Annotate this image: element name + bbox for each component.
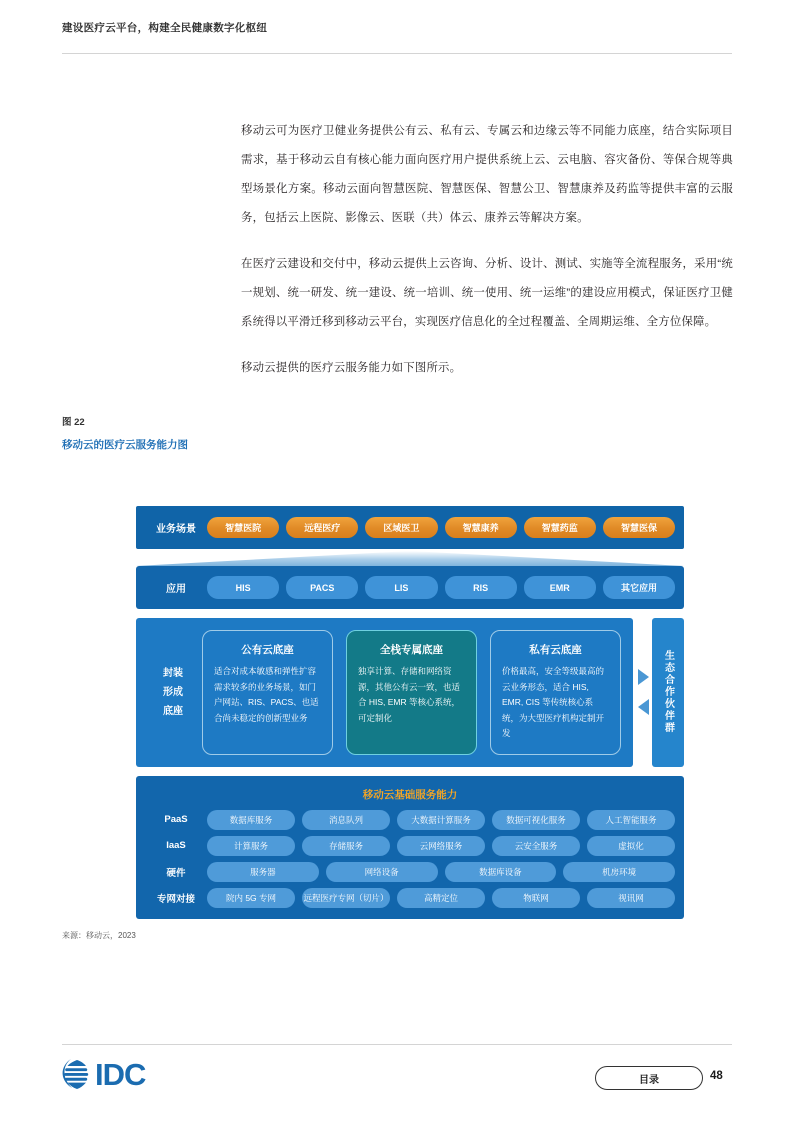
table-of-contents-button[interactable]: 目录 [595, 1066, 703, 1090]
application-label: 应用 [166, 584, 186, 595]
card-body: 适合对成本敏感和弹性扩容需求较多的业务场景，如门户网站、RIS、PACS、也适合尚未稳定的创新型业务 [214, 666, 319, 723]
scenario-pill[interactable]: 区域医卫 [365, 517, 437, 538]
figure-caption-text: 移动云的医疗云服务能力图 [62, 439, 188, 451]
cloud-base-side-label [144, 664, 202, 721]
infra-chip[interactable]: 网络设备 [326, 862, 438, 882]
row-label: IaaS [166, 840, 186, 851]
card-title: 全栈专属底座 [380, 644, 443, 656]
application-pill[interactable]: HIS [207, 576, 279, 599]
row-items [207, 810, 675, 830]
infrastructure-row-paas [145, 810, 675, 830]
cloud-base-section [136, 618, 684, 767]
infrastructure-title: 移动云基础服务能力 [362, 788, 458, 801]
idc-globe-icon [62, 1058, 92, 1090]
arrow-left-icon [638, 699, 649, 715]
card-body: 价格最高，安全等级最高的云业务形态，适合 HIS, EMR, CIS 等传统核心系统，为大型医疗机构定制开发 [502, 666, 605, 738]
infra-chip[interactable]: 消息队列 [302, 810, 390, 830]
infra-chip[interactable]: 院内 5G 专网 [207, 888, 295, 908]
infra-chip[interactable]: 云安全服务 [492, 836, 580, 856]
figure-number: 图 22 [62, 417, 85, 428]
application-pill[interactable]: LIS [365, 576, 437, 599]
ecosystem-partners-bar: 生态合作伙伴群 [652, 618, 684, 767]
business-scenario-band [136, 506, 684, 549]
paragraph-2: 在医疗云建设和交付中，移动云提供上云咨询、分析、设计、测试、实施等全流程服务，采用“统一规划、统一研发、统一建设、统一培训、统一使用、统一运维”的建设应用模式，保证医疗卫健系统得以平滑迁移到移动云平台，实现医疗信息化的全过程覆盖、全周期运维、全方位保障。 [241, 258, 733, 328]
infra-chip[interactable]: 服务器 [207, 862, 319, 882]
card-title: 私有云底座 [529, 644, 582, 656]
business-scenario-label: 业务场景 [156, 524, 196, 535]
infra-chip[interactable]: 数据库设备 [445, 862, 557, 882]
header-title: 建设医疗云平台，构建全民健康数字化枢纽 [62, 22, 268, 34]
business-scenario-items [207, 517, 675, 538]
page-number: 48 [710, 1070, 723, 1082]
footer-divider [62, 1044, 732, 1045]
application-items [207, 576, 675, 599]
row-items [207, 836, 675, 856]
paragraph-1: 移动云可为医疗卫健业务提供公有云、私有云、专属云和边缘云等不同能力底座，结合实际项目需求，基于移动云自有核心能力面向医疗用户提供系统上云、云电脑、容灾备份、等保合规等典型场景化方案。移动云面向智慧医院、智慧医保、智慧公卫、智慧康养及药监等提供丰富的云服务，包括云上医院、影像云、医联（共）体云、康养云等解决方案。 [241, 125, 733, 224]
application-band [136, 566, 684, 609]
infra-chip[interactable]: 计算服务 [207, 836, 295, 856]
idc-logo [62, 1058, 145, 1090]
infra-chip[interactable]: 数据库服务 [207, 810, 295, 830]
side-label-line: 底座 [163, 705, 183, 717]
scenario-pill[interactable]: 智慧医院 [207, 517, 279, 538]
scenario-pill[interactable]: 智慧康养 [445, 517, 517, 538]
infrastructure-panel [136, 776, 684, 919]
row-items [207, 862, 675, 882]
private-cloud-card[interactable] [490, 630, 621, 755]
row-label: 硬件 [166, 867, 186, 879]
infra-chip[interactable]: 存储服务 [302, 836, 390, 856]
paragraph-3: 移动云提供的医疗云服务能力如下图所示。 [241, 362, 462, 374]
scenario-pill[interactable]: 远程医疗 [286, 517, 358, 538]
scenario-pill[interactable]: 智慧医保 [603, 517, 675, 538]
side-label-line: 封装 [163, 667, 183, 679]
application-pill[interactable]: PACS [286, 576, 358, 599]
application-pill[interactable]: RIS [445, 576, 517, 599]
public-cloud-card[interactable] [202, 630, 333, 755]
infra-chip[interactable]: 机房环境 [563, 862, 675, 882]
application-pill[interactable]: EMR [524, 576, 596, 599]
row-label: PaaS [164, 814, 188, 825]
infra-chip[interactable]: 大数据计算服务 [397, 810, 485, 830]
ecosystem-column [638, 618, 684, 767]
infra-chip[interactable]: 云网络服务 [397, 836, 485, 856]
idc-logo-text: IDC [95, 1056, 146, 1092]
infra-chip[interactable]: 物联网 [492, 888, 580, 908]
figure-caption [62, 414, 227, 455]
infrastructure-row-iaas [145, 836, 675, 856]
page-header [62, 20, 732, 35]
infra-chip[interactable]: 高精定位 [397, 888, 485, 908]
card-title: 公有云底座 [241, 644, 294, 656]
application-pill[interactable]: 其它应用 [603, 576, 675, 599]
scenario-pill[interactable]: 智慧药监 [524, 517, 596, 538]
capability-diagram [136, 506, 684, 919]
arrow-right-icon [638, 669, 649, 685]
row-items [207, 888, 675, 908]
infrastructure-row-hardware [145, 862, 675, 882]
figure-source-note: 来源：移动云，2023 [62, 931, 136, 940]
infra-chip[interactable]: 远程医疗专网（切片） [302, 888, 390, 908]
infra-chip[interactable]: 人工智能服务 [587, 810, 675, 830]
infra-chip[interactable]: 数据可视化服务 [492, 810, 580, 830]
infra-chip[interactable]: 视讯网 [587, 888, 675, 908]
exchange-arrows [638, 669, 649, 715]
cloud-base-panel [136, 618, 633, 767]
dedicated-cloud-card[interactable] [346, 630, 477, 755]
side-label-line: 形成 [163, 686, 183, 698]
infra-chip[interactable]: 虚拟化 [587, 836, 675, 856]
infrastructure-row-private-network [145, 888, 675, 908]
header-divider [62, 53, 732, 54]
body-text-column [241, 117, 733, 383]
wedge-connector-icon [136, 549, 684, 566]
card-body: 独享计算、存储和网络资源，其他公有云一致，也适合 HIS, EMR 等核心系统，可定制化 [358, 666, 461, 723]
row-label: 专网对接 [156, 893, 195, 905]
cloud-base-cards [202, 630, 621, 755]
